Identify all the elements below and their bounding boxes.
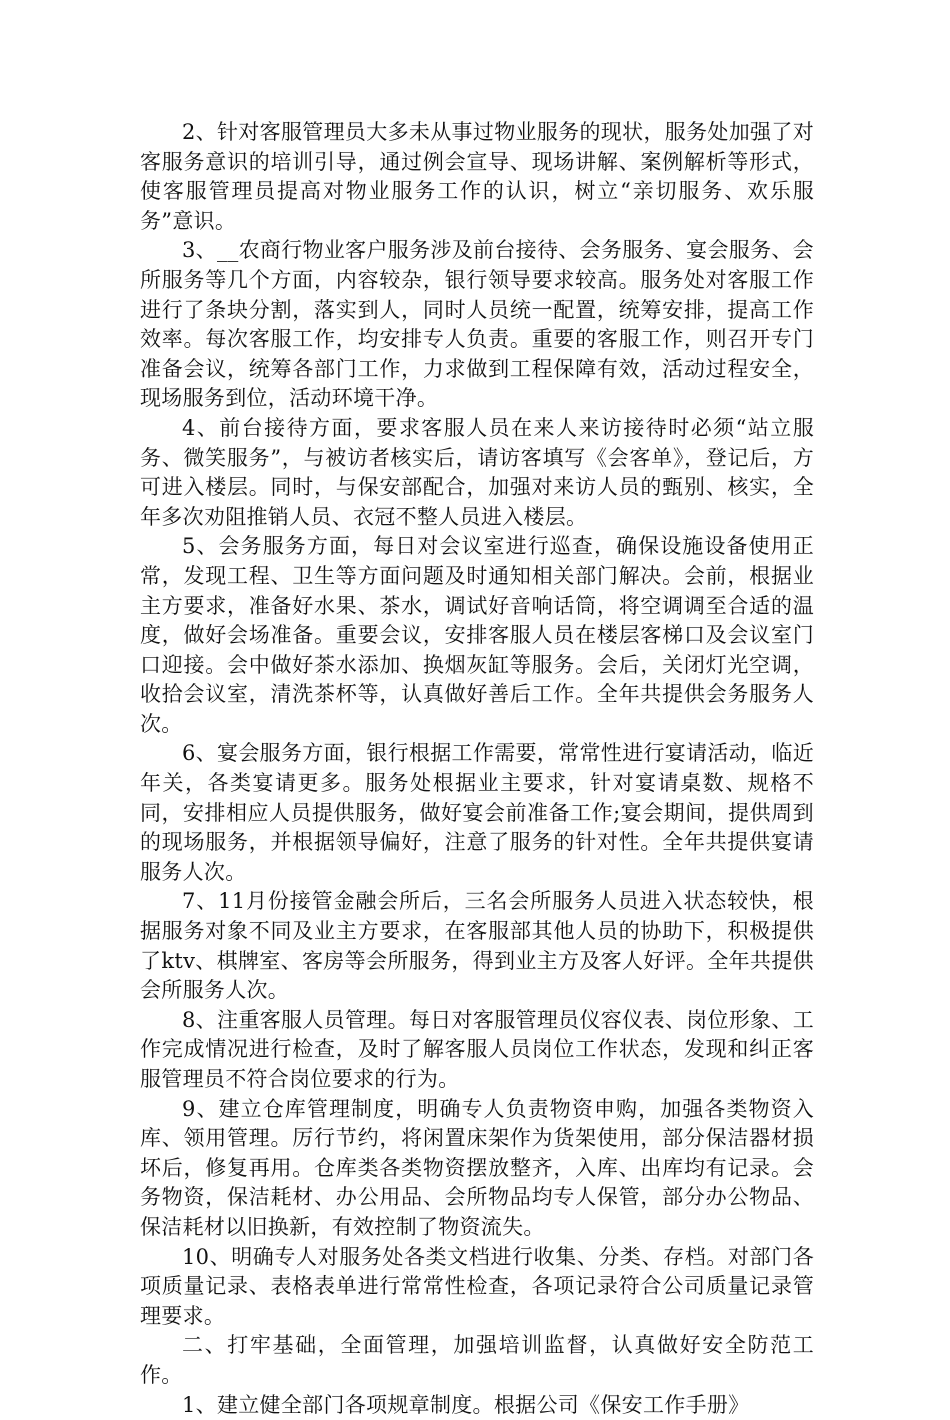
section-heading-2: 二、打牢基础，全面管理，加强培训监督，认真做好安全防范工作。 [140, 1333, 814, 1387]
paragraph-9: 9、建立仓库管理制度，明确专人负责物资申购，加强各类物资入库、领用管理。厉行节约，将闲置床架作为货架使用，部分保洁器材损坏后，修复再用。仓库类各类物资摆放整齐，入库、出库均有记录。会务物资，保洁耗材、办公用品、会所物品均专人保管，部分办公物品、保洁耗材以旧换新，有效控制了物资流失。 [140, 1096, 814, 1239]
paragraph-3: 3、__农商行物业客户服务涉及前台接待、会务服务、宴会服务、会所服务等几个方面，内容较杂，银行领导要求较高。服务处对客服工作进行了条块分割，落实到人，同时人员统一配置，统筹安排，提高工作效率。每次客服工作，均安排专人负责。重要的客服工作，则召开专门准备会议，统筹各部门工作，力求做到工程保障有效，活动过程安全，现场服务到位，活动环境干净。 [140, 238, 814, 411]
document-body [140, 118, 814, 1420]
paragraph-6: 6、宴会服务方面，银行根据工作需要，常常性进行宴请活动，临近年关，各类宴请更多。服务处根据业主要求，针对宴请桌数、规格不同，安排相应人员提供服务，做好宴会前准备工作;宴会期间，提供周到的现场服务，并根据领导偏好，注意了服务的针对性。全年共提供宴请服务人次。 [140, 741, 814, 884]
paragraph-2: 2、针对客服管理员大多未从事过物业服务的现状，服务处加强了对客服务意识的培训引导，通过例会宣导、现场讲解、案例解析等形式，使客服管理员提高对物业服务工作的认识，树立“亲切服务、欢乐服务”意识。 [140, 120, 814, 233]
paragraph-7: 7、11月份接管金融会所后，三名会所服务人员进入状态较快，根据服务对象不同及业主方要求，在客服部其他人员的协助下，积极提供了ktv、棋牌室、客房等会所服务，得到业主方及客人好评。全年共提供会所服务人次。 [140, 889, 814, 1003]
paragraph-section2-1: 1、建立健全部门各项规章制度。根据公司《保安工作手册》 [182, 1392, 750, 1417]
paragraph-4: 4、前台接待方面，要求客服人员在来人来访接待时必须“站立服务、微笑服务”，与被访者核实后，请访客填写《会客单》，登记后，方可进入楼层。同时，与保安部配合，加强对来访人员的甄别、核实，全年多次劝阻推销人员、衣冠不整人员进入楼层。 [140, 415, 814, 529]
paragraph-10: 10、明确专人对服务处各类文档进行收集、分类、存档。对部门各项质量记录、表格表单进行常常性检查，各项记录符合公司质量记录管理要求。 [140, 1244, 814, 1328]
paragraph-8: 8、注重客服人员管理。每日对客服管理员仪容仪表、岗位形象、工作完成情况进行检查，及时了解客服人员岗位工作状态，发现和纠正客服管理员不符合岗位要求的行为。 [140, 1007, 814, 1091]
paragraph-5: 5、会务服务方面，每日对会议室进行巡查，确保设施设备使用正常，发现工程、卫生等方面问题及时通知相关部门解决。会前，根据业主方要求，准备好水果、茶水，调试好音响话筒，将空调调至合适的温度，做好会场准备。重要会议，安排客服人员在楼层客梯口及会议室门口迎接。会中做好茶水添加、换烟灰缸等服务。会后，关闭灯光空调，收拾会议室，清洗茶杯等，认真做好善后工作。全年共提供会务服务人次。 [140, 534, 814, 736]
